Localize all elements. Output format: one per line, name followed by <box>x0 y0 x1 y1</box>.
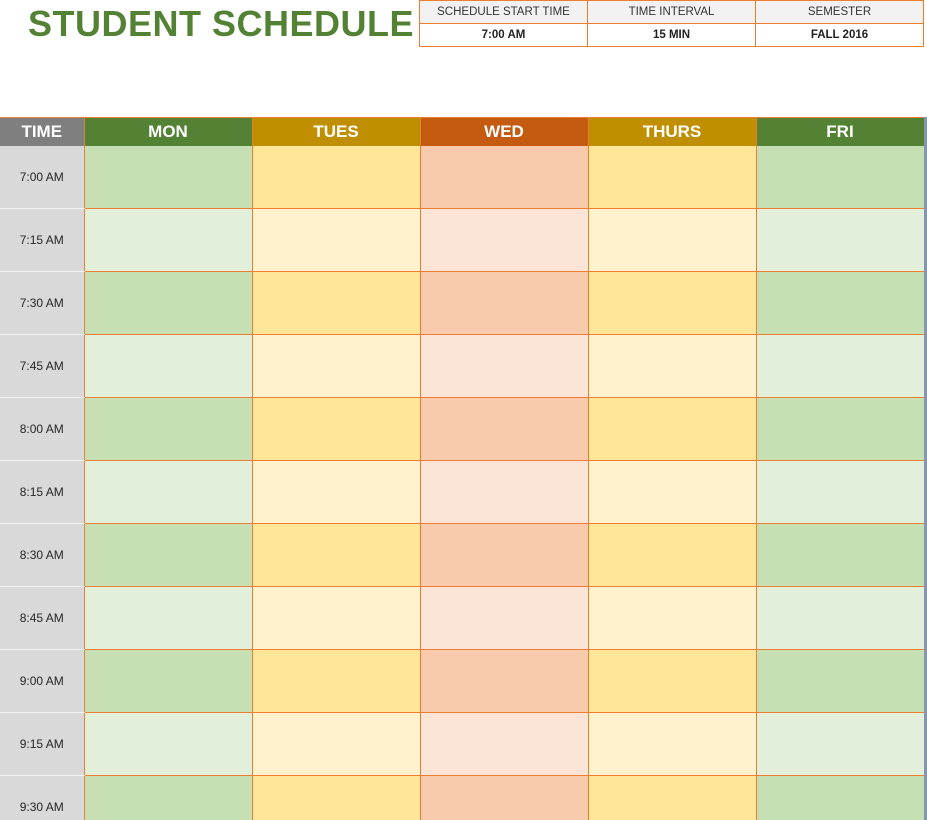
mon-slot-cell[interactable] <box>84 272 252 335</box>
thurs-slot-cell[interactable] <box>588 713 756 776</box>
wed-slot-cell[interactable] <box>420 650 588 713</box>
column-header-time: TIME <box>0 118 84 147</box>
thurs-slot-cell[interactable] <box>588 209 756 272</box>
interval-value[interactable]: 15 MIN <box>588 24 756 47</box>
column-header-tues: TUES <box>252 118 420 147</box>
table-row <box>0 524 924 587</box>
tues-slot-cell[interactable] <box>252 209 420 272</box>
tues-slot-cell[interactable] <box>252 335 420 398</box>
tues-slot-cell[interactable] <box>252 776 420 820</box>
wed-slot-cell[interactable] <box>420 587 588 650</box>
mon-slot-cell[interactable] <box>84 461 252 524</box>
schedule-grid <box>0 117 925 820</box>
table-row <box>0 335 924 398</box>
time-cell: 9:15 AM <box>0 713 84 776</box>
wed-slot-cell[interactable] <box>420 272 588 335</box>
thurs-slot-cell[interactable] <box>588 587 756 650</box>
thurs-slot-cell[interactable] <box>588 776 756 820</box>
thurs-slot-cell[interactable] <box>588 272 756 335</box>
column-header-thurs: THURS <box>588 118 756 147</box>
wed-slot-cell[interactable] <box>420 335 588 398</box>
fri-slot-cell[interactable] <box>756 650 924 713</box>
mon-slot-cell[interactable] <box>84 524 252 587</box>
time-cell: 9:00 AM <box>0 650 84 713</box>
table-row <box>0 461 924 524</box>
fri-slot-cell[interactable] <box>756 272 924 335</box>
time-cell: 7:30 AM <box>0 272 84 335</box>
fri-slot-cell[interactable] <box>756 587 924 650</box>
time-cell: 8:45 AM <box>0 587 84 650</box>
time-cell: 7:45 AM <box>0 335 84 398</box>
table-row <box>0 650 924 713</box>
fri-slot-cell[interactable] <box>756 713 924 776</box>
fri-slot-cell[interactable] <box>756 461 924 524</box>
fri-slot-cell[interactable] <box>756 335 924 398</box>
tues-slot-cell[interactable] <box>252 587 420 650</box>
tues-slot-cell[interactable] <box>252 461 420 524</box>
fri-slot-cell[interactable] <box>756 776 924 820</box>
fri-slot-cell[interactable] <box>756 398 924 461</box>
time-cell: 8:30 AM <box>0 524 84 587</box>
mon-slot-cell[interactable] <box>84 146 252 209</box>
tues-slot-cell[interactable] <box>252 272 420 335</box>
start-time-label: SCHEDULE START TIME <box>420 1 588 24</box>
table-row <box>0 776 924 820</box>
column-header-fri: FRI <box>756 118 924 147</box>
column-header-mon: MON <box>84 118 252 147</box>
mon-slot-cell[interactable] <box>84 713 252 776</box>
mon-slot-cell[interactable] <box>84 776 252 820</box>
table-row <box>0 587 924 650</box>
mon-slot-cell[interactable] <box>84 587 252 650</box>
semester-label: SEMESTER <box>756 1 924 24</box>
time-cell: 7:15 AM <box>0 209 84 272</box>
thurs-slot-cell[interactable] <box>588 146 756 209</box>
mon-slot-cell[interactable] <box>84 335 252 398</box>
page-title: STUDENT SCHEDULE <box>28 3 415 44</box>
tues-slot-cell[interactable] <box>252 650 420 713</box>
wed-slot-cell[interactable] <box>420 461 588 524</box>
table-row <box>0 146 924 209</box>
wed-slot-cell[interactable] <box>420 398 588 461</box>
table-row <box>0 272 924 335</box>
table-row <box>0 398 924 461</box>
table-row <box>0 713 924 776</box>
wed-slot-cell[interactable] <box>420 209 588 272</box>
mon-slot-cell[interactable] <box>84 650 252 713</box>
time-cell: 8:15 AM <box>0 461 84 524</box>
thurs-slot-cell[interactable] <box>588 461 756 524</box>
fri-slot-cell[interactable] <box>756 524 924 587</box>
tues-slot-cell[interactable] <box>252 146 420 209</box>
start-time-value[interactable]: 7:00 AM <box>420 24 588 47</box>
header-row <box>0 118 924 147</box>
time-cell: 8:00 AM <box>0 398 84 461</box>
column-header-wed: WED <box>420 118 588 147</box>
interval-label: TIME INTERVAL <box>588 1 756 24</box>
tues-slot-cell[interactable] <box>252 524 420 587</box>
table-row <box>0 209 924 272</box>
wed-slot-cell[interactable] <box>420 713 588 776</box>
mon-slot-cell[interactable] <box>84 398 252 461</box>
tues-slot-cell[interactable] <box>252 713 420 776</box>
wed-slot-cell[interactable] <box>420 524 588 587</box>
semester-value[interactable]: FALL 2016 <box>756 24 924 47</box>
wed-slot-cell[interactable] <box>420 776 588 820</box>
thurs-slot-cell[interactable] <box>588 524 756 587</box>
wed-slot-cell[interactable] <box>420 146 588 209</box>
schedule-settings-table <box>419 0 924 47</box>
fri-slot-cell[interactable] <box>756 209 924 272</box>
fri-slot-cell[interactable] <box>756 146 924 209</box>
thurs-slot-cell[interactable] <box>588 650 756 713</box>
thurs-slot-cell[interactable] <box>588 398 756 461</box>
time-cell: 7:00 AM <box>0 146 84 209</box>
time-cell: 9:30 AM <box>0 776 84 820</box>
tues-slot-cell[interactable] <box>252 398 420 461</box>
thurs-slot-cell[interactable] <box>588 335 756 398</box>
mon-slot-cell[interactable] <box>84 209 252 272</box>
